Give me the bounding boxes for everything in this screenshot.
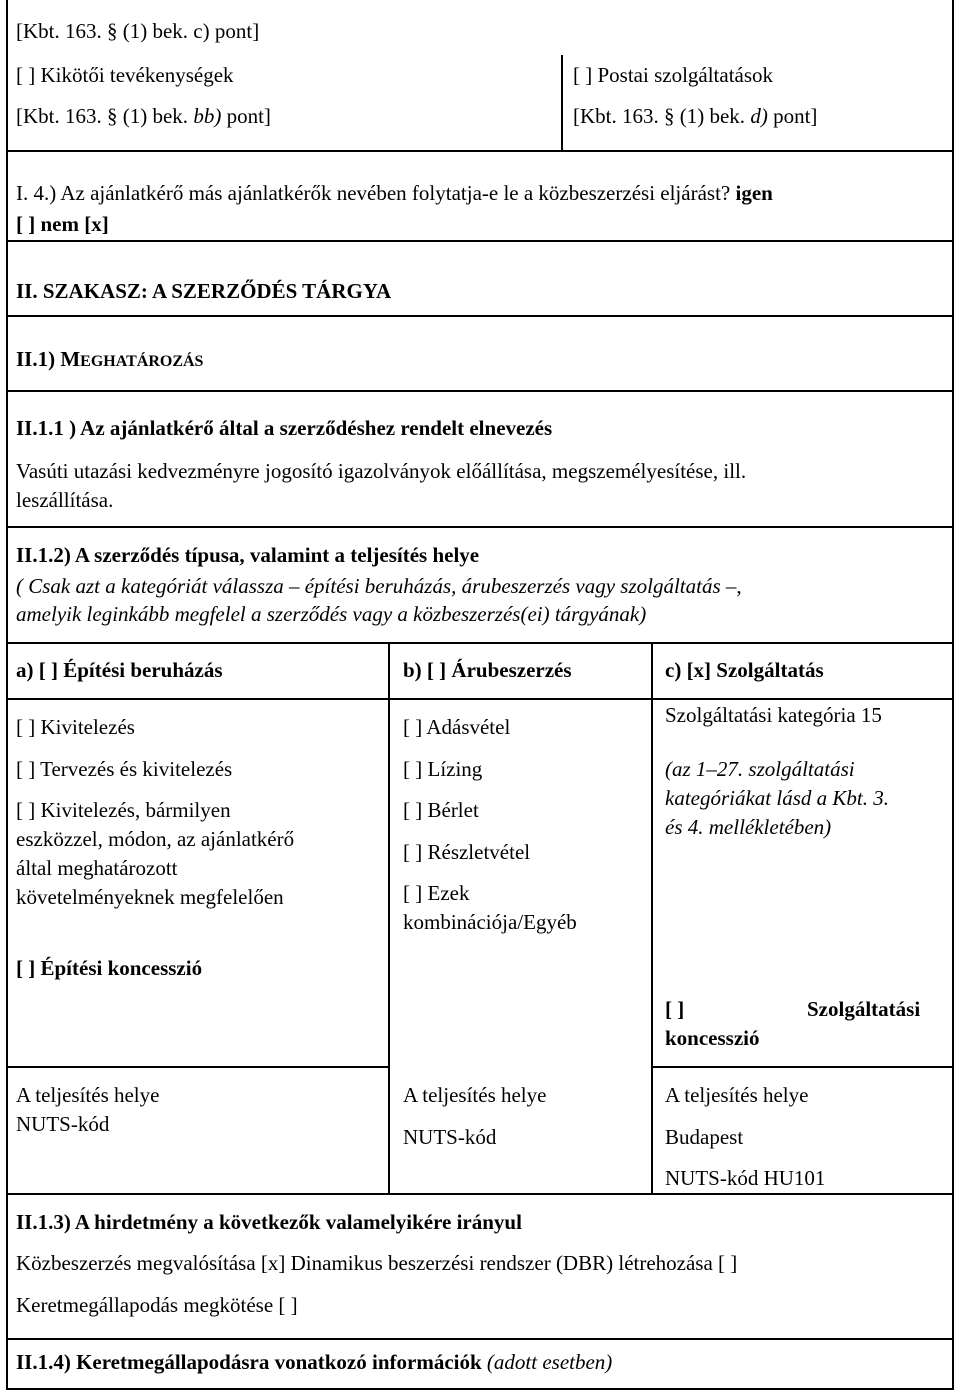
s213-heading: II.1.3) A hirdetmény a következők valamelyikére irányul bbox=[16, 1210, 522, 1234]
rule-s212-end bbox=[6, 642, 954, 644]
i4-line1: I. 4.) Az ajánlatkérő más ajánlatkérők nevében folytatja-e le a közbeszerzési eljárást? igen bbox=[16, 181, 773, 205]
s213-line1: Közbeszerzés megvalósítása [x] Dinamikus beszerzési rendszer (DBR) létrehozása [ ] bbox=[16, 1251, 738, 1275]
colB-item3: [ ] Bérlet bbox=[403, 798, 479, 822]
rule-top-section-end bbox=[6, 150, 954, 152]
colC-note2: kategóriákat lásd a Kbt. 3. bbox=[665, 786, 889, 810]
colA-item2: [ ] Tervezés és kivitelezés bbox=[16, 757, 233, 781]
colA-item3b: eszközzel, módon, az ajánlatkérő bbox=[16, 827, 295, 851]
colA-item3c: által meghatározott bbox=[16, 856, 178, 880]
colA-item1: [ ] Kivitelezés bbox=[16, 715, 135, 739]
colC-note3: és 4. mellékletében) bbox=[665, 815, 832, 839]
colB-item5b: kombinációja/Egyéb bbox=[403, 910, 577, 934]
s211-line1: Vasúti utazási kedvezményre jogosító igazolványok előállítása, megszemélyesítése, ill. bbox=[16, 459, 747, 483]
colB-place: A teljesítés helye bbox=[403, 1083, 547, 1107]
colA-conc: [ ] Építési koncesszió bbox=[16, 956, 203, 980]
colA-nuts: NUTS-kód bbox=[16, 1112, 110, 1136]
rule-i4-end bbox=[6, 240, 954, 242]
colA-head: a) [ ] Építési beruházás bbox=[16, 658, 223, 682]
colC-cat: Szolgáltatási kategória 15 bbox=[665, 703, 882, 727]
rule-place-end bbox=[6, 1193, 954, 1195]
colB-item2: [ ] Lízing bbox=[403, 757, 483, 781]
top-l1: [Kbt. 163. § (1) bek. c) pont] bbox=[16, 19, 260, 43]
top-l2: [ ] Kikötői tevékenységek bbox=[16, 63, 234, 87]
s213-line2: Keretmegállapodás megkötése [ ] bbox=[16, 1293, 298, 1317]
colC-city: Budapest bbox=[665, 1125, 744, 1149]
s212-heading: II.1.2) A szerződés típusa, valamint a teljesítés helye bbox=[16, 543, 480, 567]
rule-top-divider bbox=[561, 55, 563, 150]
rule-col-ab-divider bbox=[388, 642, 390, 1193]
s211-line2: leszállítása. bbox=[16, 488, 114, 512]
colA-item3d: követelményeknek megfelelően bbox=[16, 885, 284, 909]
colC-conc-a: [ ] bbox=[665, 997, 685, 1021]
top-l3: [Kbt. 163. § (1) bek. bb) pont] bbox=[16, 104, 271, 128]
colC-place: A teljesítés helye bbox=[665, 1083, 809, 1107]
section2-subtitle: II.1) MEGHATÁROZÁS bbox=[16, 347, 204, 371]
colA-item3a: [ ] Kivitelezés, bármilyen bbox=[16, 798, 231, 822]
colB-item5a: [ ] Ezek bbox=[403, 881, 470, 905]
rule-meghatarozas-end bbox=[6, 390, 954, 392]
section2-title: II. SZAKASZ: A SZERZŐDÉS TÁRGYA bbox=[16, 279, 392, 303]
top-r2: [ ] Postai szolgáltatások bbox=[573, 63, 774, 87]
rule-colC-conc-end bbox=[651, 1066, 954, 1068]
rule-section2-end bbox=[6, 315, 954, 317]
colC-note1: (az 1–27. szolgáltatási bbox=[665, 757, 855, 781]
s214-heading: II.1.4) Keretmegállapodásra vonatkozó információk (adott esetben) bbox=[16, 1350, 613, 1374]
colC-head: c) [x] Szolgáltatás bbox=[665, 658, 824, 682]
colC-conc-c: koncesszió bbox=[665, 1026, 760, 1050]
colA-place: A teljesítés helye bbox=[16, 1083, 160, 1107]
colB-head: b) [ ] Árubeszerzés bbox=[403, 658, 572, 682]
rule-colA-place-start bbox=[6, 1066, 388, 1068]
colC-conc-b: Szolgáltatási bbox=[807, 997, 921, 1021]
rule-s213-end bbox=[6, 1338, 954, 1340]
s212-note1: ( Csak azt a kategóriát válassza – építési beruházás, árubeszerzés vagy szolgáltatás –, bbox=[16, 574, 742, 598]
colB-nuts: NUTS-kód bbox=[403, 1125, 497, 1149]
rule-colheads-ab bbox=[6, 698, 651, 700]
top-r3: [Kbt. 163. § (1) bek. d) pont] bbox=[573, 104, 818, 128]
colC-nuts: NUTS-kód HU101 bbox=[665, 1166, 826, 1190]
i4-line2: [ ] nem [x] bbox=[16, 212, 109, 236]
s212-note2: amelyik leginkább megfelel a szerződés vagy a közbeszerzés(ei) tárgyának) bbox=[16, 602, 647, 626]
rule-s211-end bbox=[6, 526, 954, 528]
rule-colhead-c bbox=[651, 698, 954, 700]
colB-item4: [ ] Részletvétel bbox=[403, 840, 531, 864]
rule-col-bc-divider bbox=[651, 642, 653, 1193]
s211-heading: II.1.1 ) Az ajánlatkérő által a szerződéshez rendelt elnevezés bbox=[16, 416, 553, 440]
colB-item1: [ ] Adásvétel bbox=[403, 715, 511, 739]
